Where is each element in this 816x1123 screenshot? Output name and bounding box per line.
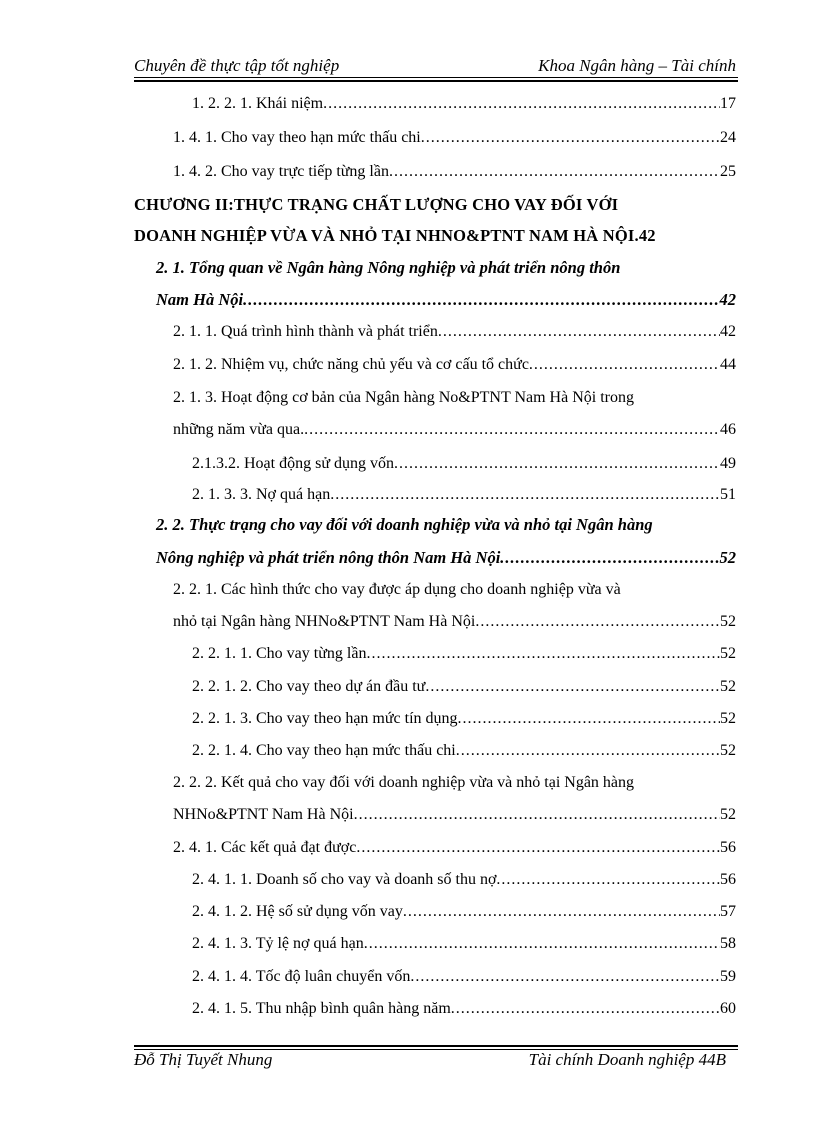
toc-page-number: 52 — [720, 742, 736, 759]
toc-entry-title: 2. 1. 3. 3. Nợ quá hạn — [192, 486, 331, 503]
toc-entry-2-1-3-3 — [192, 486, 736, 504]
toc-page-number: 51 — [720, 486, 736, 503]
toc-leader-dots — [366, 645, 720, 663]
toc-section-2-1-line2 — [156, 290, 736, 310]
toc-leader-dots — [529, 356, 720, 374]
toc-page-number: 52 — [720, 613, 736, 630]
toc-entry-2-2-1-4 — [192, 742, 736, 760]
toc-entry-title: 2. 2. 1. 3. Cho vay theo hạn mức tín dụng — [192, 710, 458, 727]
toc-entry-2-1-3-line2 — [173, 421, 736, 439]
toc-page-number: 56 — [720, 839, 736, 856]
toc-entry-2-4-1-5 — [192, 1000, 736, 1018]
toc-leader-dots — [354, 806, 720, 824]
toc-entry-2-2-1-2 — [192, 678, 736, 696]
toc-entry-2-4-1-1 — [192, 871, 736, 889]
toc-page-number: 57 — [720, 903, 736, 920]
toc-page-number: 42 — [720, 323, 736, 340]
toc-leader-dots — [458, 710, 720, 728]
page-header — [134, 56, 736, 78]
header-rule-thick — [134, 80, 738, 82]
page-footer — [134, 1050, 736, 1072]
toc-page-number: 52 — [720, 678, 736, 695]
toc-entry-2-1-1 — [173, 323, 736, 341]
toc-entry-title: những năm vừa qua. — [173, 421, 305, 438]
toc-leader-dots — [451, 1000, 720, 1018]
toc-leader-dots — [243, 290, 719, 310]
toc-entry-2-2-1-1 — [192, 645, 736, 663]
toc-leader-dots — [410, 968, 720, 986]
toc-entry-2-1-3-line1: 2. 1. 3. Hoạt động cơ bản của Ngân hàng No&PTNT Nam Hà Nội trong — [173, 389, 634, 406]
toc-page-number: 42 — [638, 226, 656, 245]
toc-entry-title: 1. 4. 1. Cho vay theo hạn mức thấu chi — [173, 129, 421, 146]
footer-left-text: Đỗ Thị Tuyết Nhung — [134, 1050, 273, 1069]
toc-entry-2-2-1-line2 — [173, 613, 736, 631]
toc-entry-title: Nông nghiệp và phát triển nông thôn Nam Hà Nội — [156, 548, 501, 567]
toc-entry-1-4-1 — [173, 129, 736, 147]
toc-entry-title: 2. 4. 1. 2. Hệ số sử dụng vốn vay — [192, 903, 403, 920]
toc-leader-dots — [425, 678, 720, 696]
toc-entry-title: DOANH NGHIỆP VỪA VÀ NHỎ TẠI NHNO&PTNT NAM HÀ NỘI. — [134, 226, 639, 245]
toc-entry-title: 2. 4. 1. 4. Tốc độ luân chuyển vốn — [192, 968, 411, 985]
toc-page-number: 59 — [720, 968, 736, 985]
toc-leader-dots — [330, 486, 720, 504]
toc-entry-2-2-1-3 — [192, 710, 736, 728]
toc-page-number: 58 — [720, 935, 736, 952]
toc-page-number: 46 — [720, 421, 736, 438]
toc-entry-title: 2.1.3.2. Hoạt động sử dụng vốn — [192, 455, 394, 472]
toc-entry-1-4-2 — [173, 163, 736, 181]
toc-page-number: 52 — [719, 548, 736, 567]
toc-entry-title: 2. 2. 1. 1. Cho vay từng lần — [192, 645, 367, 662]
toc-entry-title: NHNo&PTNT Nam Hà Nội — [173, 806, 354, 823]
toc-leader-dots — [356, 839, 720, 857]
toc-entry-2-2-1-line1: 2. 2. 1. Các hình thức cho vay được áp dụng cho doanh nghiệp vừa và — [173, 581, 621, 598]
toc-entry-2-2-2-line1: 2. 2. 2. Kết quả cho vay đối với doanh nghiệp vừa và nhỏ tại Ngân hàng — [173, 774, 635, 791]
toc-entry-1-2-2-1 — [192, 95, 736, 113]
toc-entry-2-1-2 — [173, 356, 736, 374]
toc-entry-2-4-1-3 — [192, 935, 736, 953]
toc-entry-2-2-2-line2 — [173, 806, 736, 824]
toc-entry-title: 2. 4. 1. Các kết quả đạt được — [173, 839, 357, 856]
toc-entry-title: 2. 4. 1. 1. Doanh số cho vay và doanh số thu nợ — [192, 871, 497, 888]
toc-entry-title: 2. 4. 1. 5. Thu nhập bình quân hàng năm — [192, 1000, 451, 1017]
toc-leader-dots — [438, 323, 720, 341]
toc-section-2-1-line1: 2. 1. Tổng quan về Ngân hàng Nông nghiệp và phát triển nông thôn — [156, 258, 621, 277]
toc-entry-title: 1. 4. 2. Cho vay trực tiếp từng lần — [173, 163, 389, 180]
toc-page-number: 56 — [720, 871, 736, 888]
toc-leader-dots — [421, 129, 720, 147]
toc-entry-2-1-3-2 — [192, 455, 736, 473]
toc-page-number: 17 — [720, 95, 736, 112]
toc-leader-dots — [496, 871, 720, 889]
toc-leader-dots — [323, 95, 720, 113]
toc-entry-title: 2. 4. 1. 3. Tỷ lệ nợ quá hạn — [192, 935, 364, 952]
toc-page-number: 44 — [720, 356, 736, 373]
toc-page-number: 42 — [719, 290, 736, 309]
toc-leader-dots — [456, 742, 720, 760]
toc-section-2-2-line1: 2. 2. Thực trạng cho vay đối với doanh nghiệp vừa và nhỏ tại Ngân hàng — [156, 515, 653, 534]
toc-section-2-2-line2 — [156, 548, 736, 568]
toc-entry-2-4-1 — [173, 839, 736, 857]
toc-chapter-2-line2 — [134, 226, 736, 246]
toc-page-number: 52 — [720, 710, 736, 727]
toc-entry-title: nhỏ tại Ngân hàng NHNo&PTNT Nam Hà Nội — [173, 613, 476, 630]
toc-leader-dots — [389, 163, 720, 181]
toc-leader-dots — [403, 903, 720, 921]
toc-leader-dots — [394, 455, 720, 473]
toc-page-number: 52 — [720, 806, 736, 823]
toc-page-number: 60 — [720, 1000, 736, 1017]
toc-page-number: 49 — [720, 455, 736, 472]
toc-leader-dots — [500, 548, 719, 568]
toc-entry-title: Nam Hà Nội — [156, 290, 244, 309]
toc-entry-title: 2. 2. 1. 2. Cho vay theo dự án đầu tư — [192, 678, 426, 695]
toc-leader-dots — [364, 935, 720, 953]
toc-chapter-2-line1: CHƯƠNG II:THỰC TRẠNG CHẤT LƯỢNG CHO VAY ĐỐI VỚI — [134, 195, 619, 214]
toc-entry-2-4-1-2 — [192, 903, 736, 921]
toc-leader-dots — [475, 613, 720, 631]
toc-page-number: 52 — [720, 645, 736, 662]
toc-page-number: 25 — [720, 163, 736, 180]
footer-rule-thick — [134, 1045, 738, 1047]
toc-leader-dots — [304, 421, 720, 439]
toc-entry-2-4-1-4 — [192, 968, 736, 986]
toc-entry-title: 2. 1. 2. Nhiệm vụ, chức năng chủ yếu và cơ cấu tổ chức — [173, 356, 529, 373]
header-rule — [134, 77, 738, 78]
footer-right-text: Tài chính Doanh nghiệp 44B — [528, 1050, 726, 1069]
toc-entry-title: 2. 1. 1. Quá trình hình thành và phát triển — [173, 323, 438, 340]
toc-entry-title: 2. 2. 1. 4. Cho vay theo hạn mức thấu chi — [192, 742, 456, 759]
header-right-text: Khoa Ngân hàng – Tài chính — [538, 56, 736, 75]
toc-page-number: 24 — [720, 129, 736, 146]
header-left-text: Chuyên đề thực tập tốt nghiệp — [134, 56, 340, 75]
toc-entry-title: 1. 2. 2. 1. Khái niệm — [192, 95, 324, 112]
